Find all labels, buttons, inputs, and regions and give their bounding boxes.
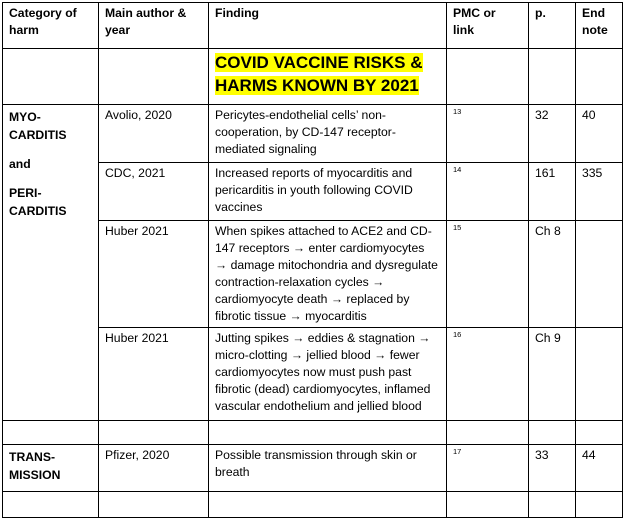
table-cell <box>447 421 529 445</box>
table-cell <box>529 49 576 105</box>
table-cell <box>3 421 99 445</box>
finding-cell: Pericytes-endothelial cells’ non- cooperation, by CD-147 receptor- mediated signaling <box>209 105 447 163</box>
finding-cell: Possible transmission through skin or breath <box>209 445 447 492</box>
table-cell <box>529 421 576 445</box>
table-cell <box>99 421 209 445</box>
table-cell <box>209 492 447 518</box>
empty-row <box>3 421 623 445</box>
table-cell <box>447 49 529 105</box>
finding-cell: When spikes attached to ACE2 and CD- 147 receptors → enter cardiomyocytes → damage mitochondria and dysregulate contraction-relaxation cycles → cardiomyocyte death → replaced by fibrotic tissue → myocarditis <box>209 221 447 328</box>
endnote-cell <box>576 328 623 421</box>
pmc-cell: 17 <box>447 445 529 492</box>
banner-cell <box>209 49 447 105</box>
author-cell: Avolio, 2020 <box>99 105 209 163</box>
page-cell: 32 <box>529 105 576 163</box>
header-page: p. <box>529 3 576 49</box>
pmc-cell: 14 <box>447 163 529 221</box>
page-cell: Ch 8 <box>529 221 576 328</box>
banner-row <box>3 49 623 105</box>
empty-row <box>3 492 623 518</box>
table-cell <box>447 492 529 518</box>
endnote-cell <box>576 221 623 328</box>
header-endnote: End note <box>576 3 623 49</box>
table-cell <box>99 492 209 518</box>
author-cell: CDC, 2021 <box>99 163 209 221</box>
page-cell: Ch 9 <box>529 328 576 421</box>
endnote-cell: 335 <box>576 163 623 221</box>
category-myocarditis: MYO- CARDITIS and PERI- CARDITIS <box>3 105 99 421</box>
table-cell <box>576 421 623 445</box>
banner-title: COVID VACCINE RISKS & HARMS KNOWN BY 2021 <box>215 53 423 95</box>
author-cell: Huber 2021 <box>99 221 209 328</box>
table-cell <box>576 492 623 518</box>
table-row <box>3 105 623 163</box>
header-finding: Finding <box>209 3 447 49</box>
endnote-cell: 44 <box>576 445 623 492</box>
pmc-cell: 16 <box>447 328 529 421</box>
harms-table <box>2 2 623 518</box>
pmc-cell: 13 <box>447 105 529 163</box>
pmc-cell: 15 <box>447 221 529 328</box>
page-cell: 161 <box>529 163 576 221</box>
table-row <box>3 445 623 492</box>
finding-cell: Jutting spikes → eddies & stagnation → micro-clotting → jellied blood → fewer cardiomyocytes now must push past fibrotic (dead) cardiomyocytes, inflamed vascular endothelium and jellied blood <box>209 328 447 421</box>
endnote-cell: 40 <box>576 105 623 163</box>
table-cell <box>209 421 447 445</box>
table-cell <box>529 492 576 518</box>
header-row <box>3 3 623 49</box>
category-transmission: TRANS- MISSION <box>3 445 99 492</box>
author-cell: Pfizer, 2020 <box>99 445 209 492</box>
header-pmc: PMC or link <box>447 3 529 49</box>
header-category: Category of harm <box>3 3 99 49</box>
finding-cell: Increased reports of myocarditis and pericarditis in youth following COVID vaccines <box>209 163 447 221</box>
page-cell: 33 <box>529 445 576 492</box>
table-cell <box>3 49 99 105</box>
author-cell: Huber 2021 <box>99 328 209 421</box>
header-author: Main author & year <box>99 3 209 49</box>
table-cell <box>576 49 623 105</box>
table-cell <box>99 49 209 105</box>
table-cell <box>3 492 99 518</box>
